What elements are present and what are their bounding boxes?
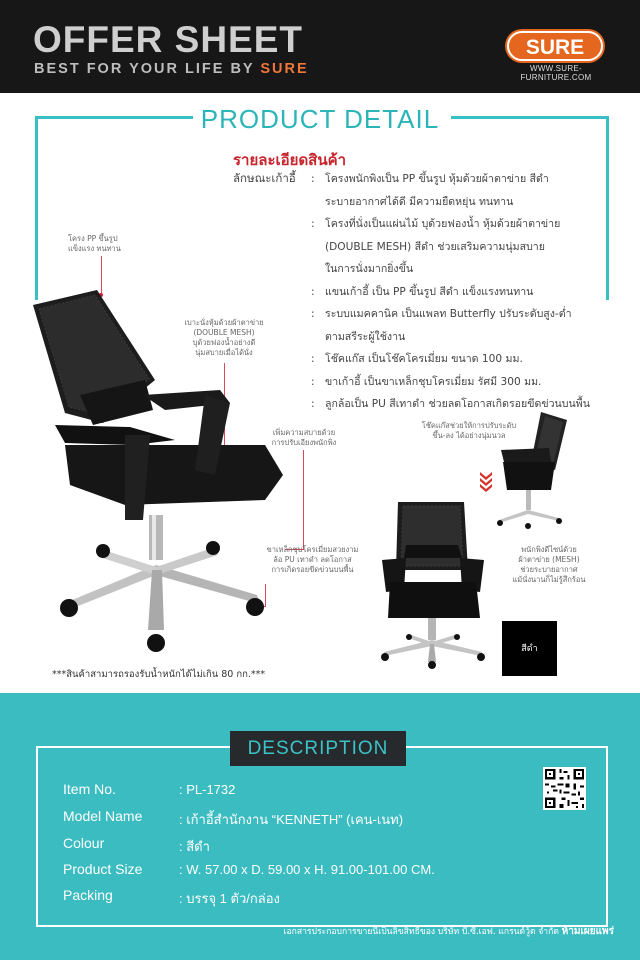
feature-label: ลักษณะเก้าอี้ <box>233 171 296 185</box>
spec-label-model-name: Model Name <box>63 808 143 824</box>
tagline-prefix: BEST FOR YOUR LIFE BY <box>34 61 255 77</box>
description-title: DESCRIPTION <box>230 731 406 766</box>
footer-copyright: เอกสารประกอบการขายนี้เป็นลิขสิทธิ์ของ บริษัท บี.ซี.เอฟ. แกรนด์วู้ด จำกัด ห้ามเผยแพร่ <box>283 926 614 937</box>
spec-label-product-size: Product Size <box>63 861 143 877</box>
spec-value-item-no: : PL-1732 <box>179 782 236 797</box>
qr-code <box>543 767 586 810</box>
frame-left <box>35 116 38 300</box>
feature-item: : ระบบแมคคานิค เป็นแพลท Butterfly ปรับระดับสูง-ต่ำ ตามสรีระผู้ใช้งาน <box>311 308 572 343</box>
header-bar <box>0 0 640 93</box>
website-url: WWW.SURE-FURNITURE.COM <box>520 64 592 82</box>
chair-front-image <box>378 500 488 670</box>
spec-value-product-size: : W. 57.00 x D. 59.00 x H. 91.00-101.00 CM. <box>179 862 435 877</box>
logo-text: SURE <box>525 36 585 59</box>
feature-item: : โช๊คแก๊ส เป็นโช๊คโครเมี่ยม ขนาด 100 มม. <box>311 353 523 365</box>
sure-logo <box>503 27 607 65</box>
weight-note: ***สินค้าสามารถรองรับน้ำหนักได้ไม่เกิน 80 กก.*** <box>52 669 266 680</box>
feature-item: : แขนเก้าอี้ เป็น PP ขึ้นรูป สีดำ แข็งแรงทนทาน <box>311 285 534 298</box>
feature-list <box>311 168 621 416</box>
callout-seat: เบาะนั่งหุ้มด้วยผ้าตาข่าย (DOUBLE MESH) บุด้วยฟองน้ำอย่างดี นุ่มสบายเมื่อได้นั่ง <box>184 318 264 357</box>
chair-main-image <box>25 285 305 660</box>
spec-label-packing: Packing <box>63 887 113 903</box>
offer-sheet-title: OFFER SHEET <box>33 19 304 60</box>
feature-item: : ขาเก้าอี้ เป็นขาเหล็กชุบโครเมี่ยม รัศมี 300 มม. <box>311 375 542 388</box>
chevron-down-icon <box>479 471 493 493</box>
spec-label-item-no: Item No. <box>63 781 116 797</box>
callout-base: ขาเหล็กชุบโครเมี่ยมสวยงาม ล้อ PU เทาดำ ลดโอกาส การเกิดรอยขีดข่วนบนพื้น <box>266 545 359 574</box>
spec-value-model-name: : เก้าอี้สำนักงาน “KENNETH” (เคน-เนท) <box>179 812 404 827</box>
feature-item: : ลูกล้อเป็น PU สีเทาดำ ช่วยลดโอกาสเกิดรอยขีดข่วนบนพื้น <box>311 398 590 410</box>
callout-back: พนักพิงดีไซน์ด้วย ผ้าตาข่าย (MESH) ช่วยระบายอากาศ แม้นั่งนานก็ไม่รู้สึกร้อน <box>512 545 586 584</box>
color-swatch-label: สีดำ <box>521 644 538 654</box>
description-frame <box>36 746 608 927</box>
spec-value-colour: : สีดำ <box>179 839 210 854</box>
thai-heading: รายละเอียดสินค้า <box>233 151 347 169</box>
spec-label-colour: Colour <box>63 835 105 851</box>
product-detail-title: PRODUCT DETAIL <box>200 104 440 134</box>
spec-value-packing: : บรรจุ 1 ตัว/กล่อง <box>179 891 280 906</box>
feature-item: : โครงพนักพิงเป็น PP ขึ้นรูป หุ้มด้วยผ้าตาข่าย สีดำ ระบายอากาศได้ดี มีความยืดหยุ่น ทนทาน <box>311 173 549 208</box>
tagline <box>34 60 309 78</box>
feature-item: : โครงที่นั่งเป็นแผ่นไม้ บุด้วยฟองน้ำ หุ้มด้วยผ้าตาข่าย (DOUBLE MESH) สีดำ ช่วยเสริมความนุ่มสบาย ในการนั่งมากยิ่งขึ้น <box>311 218 561 275</box>
callout-gas: โช๊คแก๊สช่วยให้การปรับระดับ ขึ้น-ลง ได้อย่างนุ่มนวล <box>421 421 517 440</box>
callout-frame: โครง PP ขึ้นรูป แข็งแรง ทนทาน <box>68 234 121 253</box>
tagline-brand: SURE <box>260 61 309 77</box>
chair-side-image <box>493 410 573 530</box>
callout-arm: เพิ่มความสบายด้วย การปรับเอียงพนักพิง <box>271 428 337 447</box>
